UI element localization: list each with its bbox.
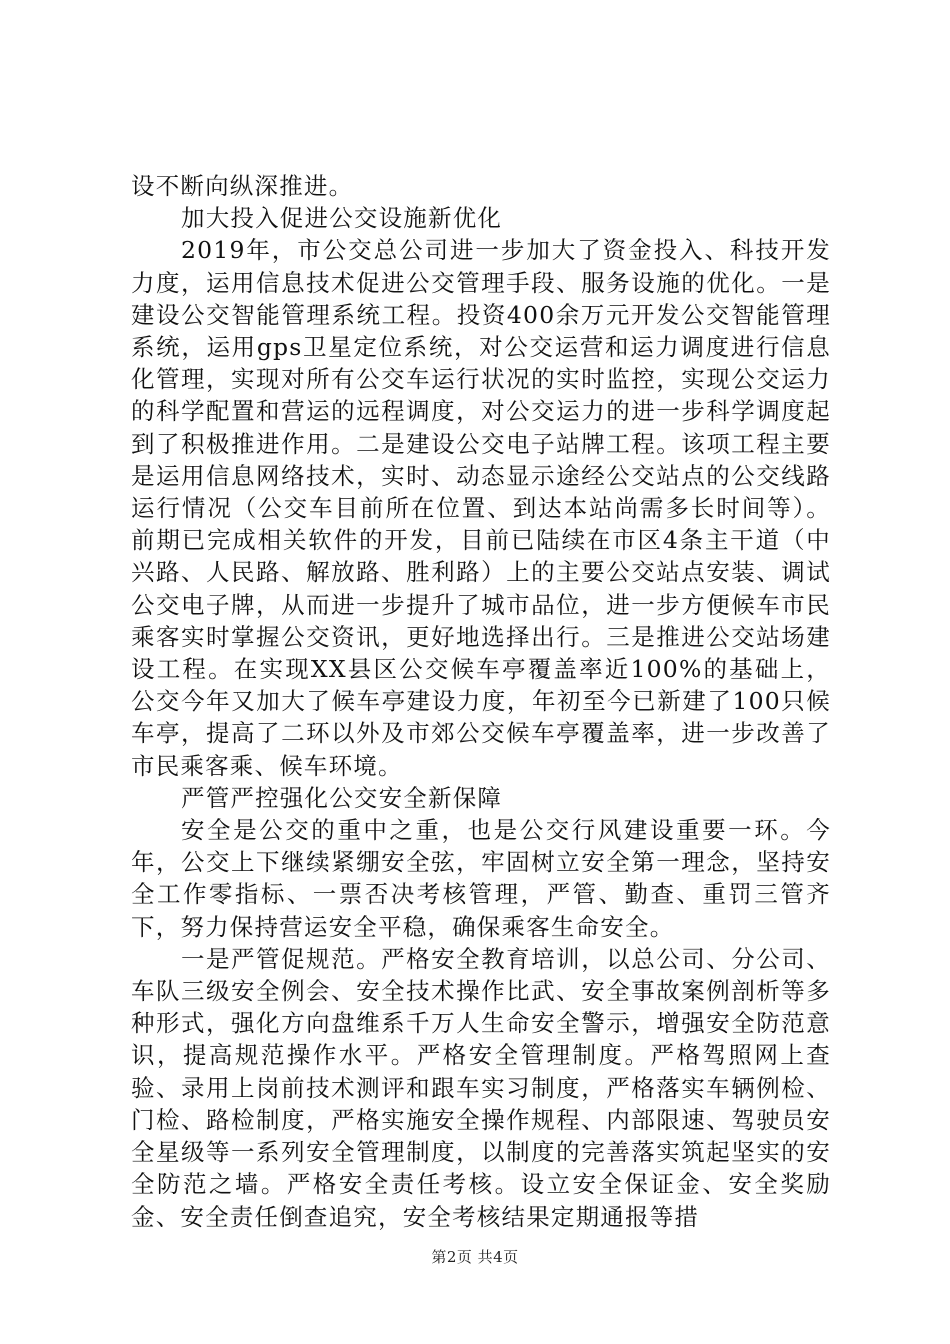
paragraph-safety-regulation: 一是严管促规范。严格安全教育培训，以总公司、分公司、车队三级安全例会、安全技术操作比武、安全事故案例剖析等多种形式，强化方向盘维系千万人生命安全警示，增强安全防范意识，提高规范操作水平。严格安全管理制度。严格驾照网上查验、录用上岗前技术测评和跟车实习制度，严格落实车辆例检、门检、路检制度，严格实施安全操作规程、内部限速、驾驶员安全星级等一系列安全管理制度，以制度的完善落实筑起坚实的安全防范之墙。严格安全责任考核。设立安全保证金、安全奖励金、安全责任倒查追究，安全考核结果定期通报等措 — [131, 944, 831, 1231]
document-body — [131, 170, 831, 1233]
paragraph-facilities: 2019年，市公交总公司进一步加大了资金投入、科技开发力度，运用信息技术促进公交管理手段、服务设施的优化。一是建设公交智能管理系统工程。投资400余万元开发公交智能管理系统，运用gps卫星定位系统，对公交运营和运力调度进行信息化管理，实现对所有公交车运行状况的实时监控，实现公交运力的科学配置和营运的远程调度，对公交运力的进一步科学调度起到了积极推进作用。二是建设公交电子站牌工程。该项工程主要是运用信息网络技术，实时、动态显示途经公交站点的公交线路运行情况（公交车目前所在位置、到达本站尚需多长时间等）。前期已完成相关软件的开发，目前已陆续在市区4条主干道（中兴路、人民路、解放路、胜利路）上的主要公交站点安装、调试公交电子牌，从而进一步提升了城市品位，进一步方便候车市民乘客实时掌握公交资讯，更好地选择出行。三是推进公交站场建设工程。在实现XX县区公交候车亭覆盖率近100%的基础上，公交今年又加大了候车亭建设力度，年初至今已新建了100只候车亭，提高了二环以外及市郊公交候车亭覆盖率，进一步改善了市民乘客乘、候车环境。 — [131, 236, 831, 780]
paragraph-safety-intro: 安全是公交的重中之重，也是公交行风建设重要一环。今年，公交上下继续紧绷安全弦，牢固树立安全第一理念，坚持安全工作零指标、一票否决考核管理，严管、勤查、重罚三管齐下，努力保持营运安全平稳，确保乘客生命安全。 — [131, 816, 831, 941]
section-heading-facilities: 加大投入促进公交设施新优化 — [181, 204, 503, 233]
section-heading-safety: 严管严控强化公交安全新保障 — [181, 783, 503, 812]
page-footer: 第2页 共4页 — [431, 1248, 519, 1266]
paragraph-continuation: 设不断向纵深推进。 — [131, 172, 354, 200]
